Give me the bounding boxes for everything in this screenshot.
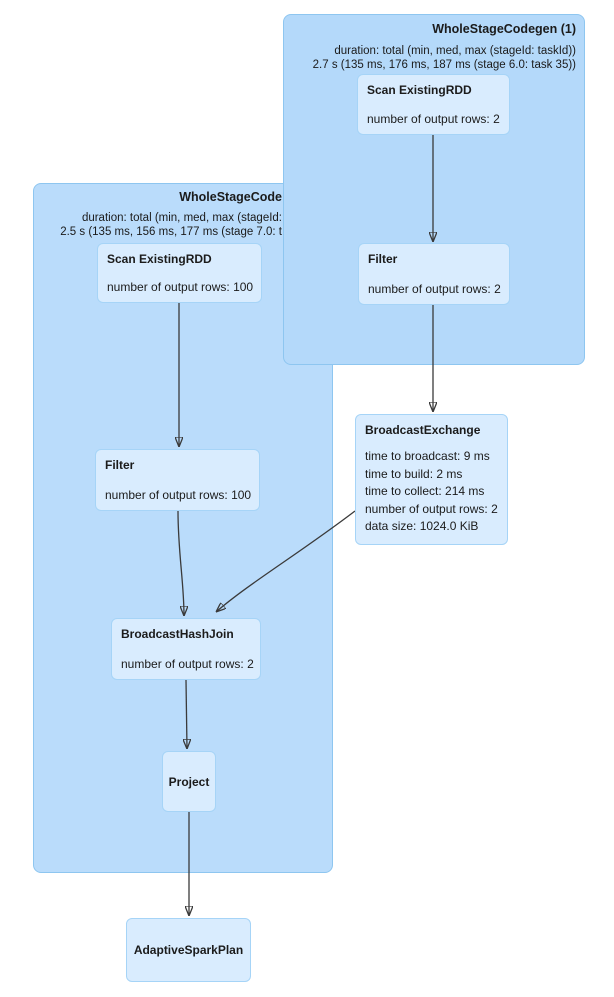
- node-metric: number of output rows: 2: [368, 282, 501, 296]
- node-title: AdaptiveSparkPlan: [133, 943, 244, 957]
- plan-node-filter-2: [95, 449, 260, 511]
- plan-node-scan-existingrdd-1: [357, 74, 510, 135]
- node-title: BroadcastExchange: [365, 423, 481, 437]
- node-title: Filter: [368, 252, 398, 266]
- node-metric: time to build: 2 ms: [365, 466, 463, 481]
- plan-node-filter-1: [358, 243, 510, 305]
- cluster-duration: [60, 212, 282, 239]
- duration-line: 2.7 s (135 ms, 176 ms, 187 ms (stage 6.0: task 35)): [312, 58, 576, 71]
- plan-node-broadcastexchange: [355, 414, 508, 545]
- node-metric: number of output rows: 100: [105, 488, 252, 502]
- node-metric: number of output rows: 2: [367, 112, 500, 126]
- node-metric: number of output rows: 2: [365, 501, 498, 516]
- node-title: Filter: [105, 458, 135, 472]
- node-metric: number of output rows: 100: [107, 280, 254, 294]
- cluster-wholestagecodegen-1: [283, 14, 585, 365]
- duration-line: duration: total (min, med, max (stageId: taskId)): [334, 45, 576, 57]
- cluster-title: WholeStageCode: [179, 190, 282, 204]
- cluster-title: WholeStageCodegen (1): [432, 22, 576, 36]
- node-title: Scan ExistingRDD: [367, 83, 472, 97]
- node-metric: number of output rows: 2: [121, 657, 254, 671]
- node-title: Project: [168, 774, 210, 789]
- node-metrics: [365, 448, 498, 536]
- cluster-duration: [313, 45, 576, 72]
- node-metric: time to broadcast: 9 ms: [365, 449, 490, 464]
- duration-line: 2.5 s (135 ms, 156 ms, 177 ms (stage 7.0: t: [60, 225, 282, 238]
- plan-node-adaptivesparkplan: [126, 918, 251, 982]
- node-metric: time to collect: 214 ms: [365, 484, 485, 499]
- node-title: BroadcastHashJoin: [121, 627, 234, 641]
- plan-node-scan-existingrdd-2: [97, 243, 262, 303]
- node-metric: data size: 1024.0 KiB: [365, 519, 479, 534]
- node-title: Scan ExistingRDD: [107, 252, 212, 266]
- plan-node-project: [162, 751, 216, 812]
- plan-node-broadcasthashjoin: [111, 618, 261, 680]
- duration-line: duration: total (min, med, max (stageId:: [81, 212, 282, 224]
